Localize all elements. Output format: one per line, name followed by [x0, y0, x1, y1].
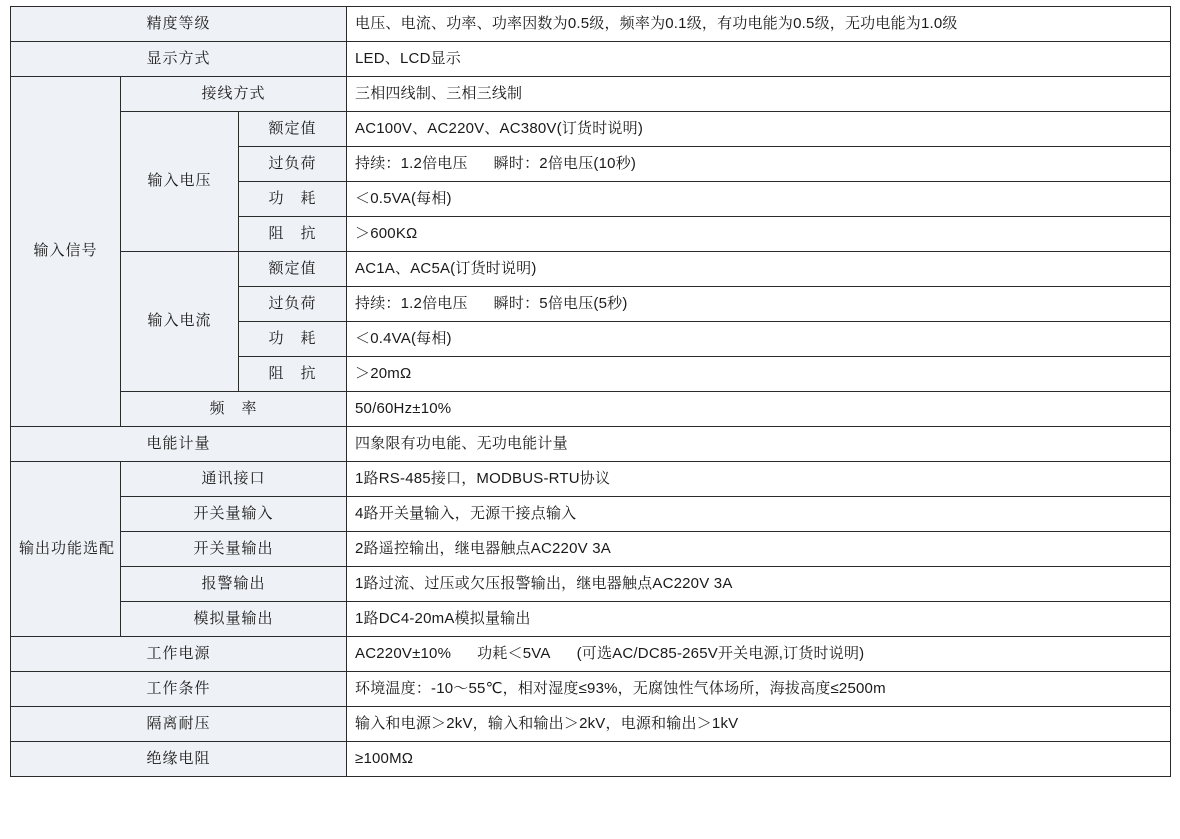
wiring-label: 接线方式: [121, 77, 347, 112]
wiring-value: 三相四线制、三相三线制: [347, 77, 1171, 112]
table-row: [11, 7, 1171, 42]
table-row: [11, 532, 1171, 567]
frequency-label: 频 率: [121, 392, 347, 427]
alarm-output-label: 报警输出: [121, 567, 347, 602]
digital-output-value: 2路遥控输出，继电器触点AC220V 3A: [347, 532, 1171, 567]
current-power-value: ＜0.4VA(每相): [347, 322, 1171, 357]
current-rated-label: 额定值: [239, 252, 347, 287]
output-function-label: 输出功能选配: [11, 462, 121, 637]
analog-output-label: 模拟量输出: [121, 602, 347, 637]
isolation-label: 隔离耐压: [11, 707, 347, 742]
table-row: [11, 392, 1171, 427]
display-label: 显示方式: [11, 42, 347, 77]
power-supply-label: 工作电源: [11, 637, 347, 672]
current-overload-label: 过负荷: [239, 287, 347, 322]
input-signal-label: 输入信号: [11, 77, 121, 427]
alarm-output-value: 1路过流、过压或欠压报警输出，继电器触点AC220V 3A: [347, 567, 1171, 602]
table-row: [11, 742, 1171, 777]
table-row: [11, 427, 1171, 462]
table-row: [11, 462, 1171, 497]
power-supply-option: (可选AC/DC85-265V开关电源,订货时说明): [576, 644, 865, 662]
voltage-overload-continuous: 持续：1.2倍电压: [355, 154, 468, 172]
accuracy-label: 精度等级: [11, 7, 347, 42]
table-row: [11, 252, 1171, 287]
voltage-power-value: ＜0.5VA(每相): [347, 182, 1171, 217]
input-voltage-label: 输入电压: [121, 112, 239, 252]
digital-output-label: 开关量输出: [121, 532, 347, 567]
current-overload-continuous: 持续：1.2倍电压: [355, 294, 468, 312]
table-row: [11, 637, 1171, 672]
analog-output-value: 1路DC4-20mA模拟量输出: [347, 602, 1171, 637]
energy-label: 电能计量: [11, 427, 347, 462]
display-value: LED、LCD显示: [347, 42, 1171, 77]
communication-value: 1路RS-485接口，MODBUS-RTU协议: [347, 462, 1171, 497]
power-supply-consumption: 功耗＜5VA: [477, 644, 551, 662]
current-overload-instant: 瞬时：5倍电压(5秒): [493, 294, 628, 312]
power-supply-value: [347, 637, 1171, 672]
table-row: [11, 497, 1171, 532]
table-row: [11, 112, 1171, 147]
voltage-power-label: 功 耗: [239, 182, 347, 217]
isolation-value: 输入和电源＞2kV，输入和输出＞2kV，电源和输出＞1kV: [347, 707, 1171, 742]
table-row: [11, 602, 1171, 637]
digital-input-value: 4路开关量输入，无源干接点输入: [347, 497, 1171, 532]
voltage-overload-value: [347, 147, 1171, 182]
current-power-label: 功 耗: [239, 322, 347, 357]
accuracy-value: 电压、电流、功率、功率因数为0.5级，频率为0.1级，有功电能为0.5级，无功电能为1.0级: [347, 7, 1171, 42]
voltage-rated-label: 额定值: [239, 112, 347, 147]
input-current-label: 输入电流: [121, 252, 239, 392]
specification-table: [10, 6, 1171, 777]
voltage-impedance-value: ＞600KΩ: [347, 217, 1171, 252]
working-condition-value: 环境温度：-10～55℃，相对湿度≤93%，无腐蚀性气体场所，海拔高度≤2500m: [347, 672, 1171, 707]
insulation-label: 绝缘电阻: [11, 742, 347, 777]
voltage-overload-label: 过负荷: [239, 147, 347, 182]
insulation-value: ≥100MΩ: [347, 742, 1171, 777]
working-condition-label: 工作条件: [11, 672, 347, 707]
communication-label: 通讯接口: [121, 462, 347, 497]
energy-value: 四象限有功电能、无功电能计量: [347, 427, 1171, 462]
frequency-value: 50/60Hz±10%: [347, 392, 1171, 427]
table-row: [11, 42, 1171, 77]
table-row: [11, 707, 1171, 742]
current-rated-value: AC1A、AC5A(订货时说明): [347, 252, 1171, 287]
digital-input-label: 开关量输入: [121, 497, 347, 532]
current-impedance-value: ＞20mΩ: [347, 357, 1171, 392]
current-impedance-label: 阻 抗: [239, 357, 347, 392]
table-row: [11, 77, 1171, 112]
voltage-impedance-label: 阻 抗: [239, 217, 347, 252]
power-supply-voltage: AC220V±10%: [355, 644, 452, 662]
table-row: [11, 672, 1171, 707]
voltage-overload-instant: 瞬时：2倍电压(10秒): [493, 154, 637, 172]
table-row: [11, 567, 1171, 602]
voltage-rated-value: AC100V、AC220V、AC380V(订货时说明): [347, 112, 1171, 147]
current-overload-value: [347, 287, 1171, 322]
